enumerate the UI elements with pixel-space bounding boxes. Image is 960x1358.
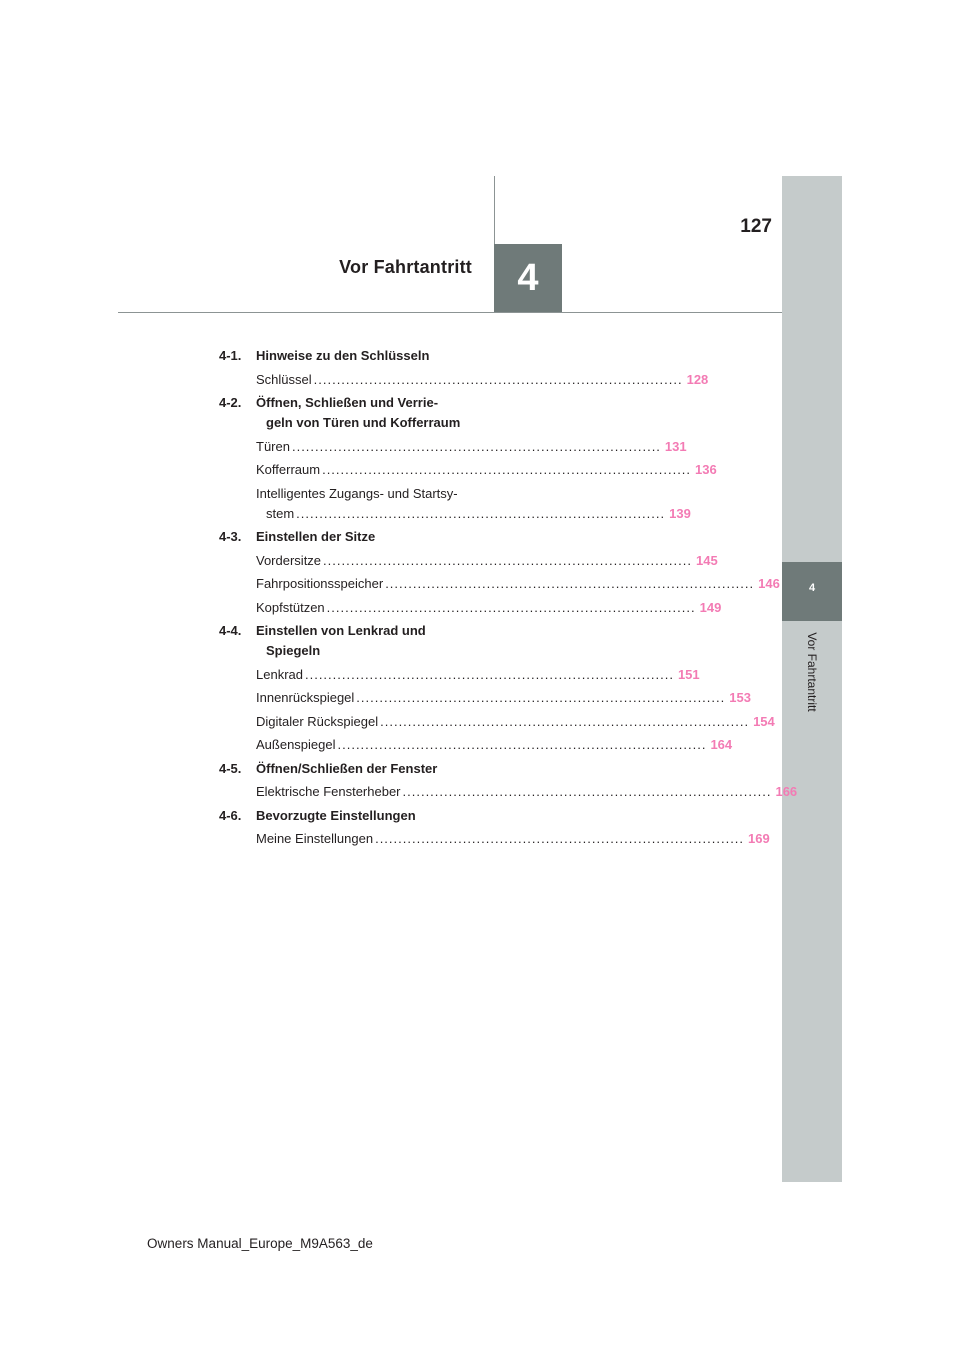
toc-section-heading[interactable] bbox=[219, 806, 479, 826]
toc-entry-page-link[interactable]: 131 bbox=[664, 438, 687, 454]
side-tab-number: 4 bbox=[808, 582, 816, 594]
side-tab-label: Vor Fahrtantritt bbox=[805, 632, 819, 712]
toc-section-title bbox=[256, 621, 479, 661]
toc-section bbox=[219, 346, 709, 390]
toc-section-number: 4-6. bbox=[219, 807, 242, 823]
toc-section-title bbox=[256, 806, 479, 826]
toc-section-title-line: Öffnen, Schließen und Verrie- bbox=[256, 395, 439, 410]
toc-section-heading[interactable] bbox=[219, 346, 479, 366]
toc-section-title-line: Öffnen/Schließen der Fenster bbox=[256, 760, 438, 776]
header-divider-horizontal bbox=[118, 312, 782, 313]
toc-entry[interactable] bbox=[219, 829, 770, 849]
toc-entry[interactable] bbox=[219, 460, 717, 480]
header-divider-vertical bbox=[494, 176, 495, 244]
page-footer: Owners Manual_Europe_M9A563_de bbox=[147, 1236, 373, 1251]
toc-entry-leader-dots: ................................................................................ bbox=[304, 666, 674, 682]
toc-entry-label: Fahrpositionsspeicher bbox=[256, 576, 384, 591]
toc-entry[interactable] bbox=[219, 782, 798, 802]
toc-entry-leader-dots: ................................................................................ bbox=[380, 713, 750, 729]
toc-section-title-continuation: geln von Türen und Kofferraum bbox=[266, 415, 461, 430]
toc-entry-leader-dots: ................................................................................ bbox=[356, 690, 726, 705]
toc-entry-leader-dots: ................................................................................ bbox=[337, 737, 707, 752]
toc-section bbox=[219, 621, 775, 755]
toc-entry-page-link[interactable]: 169 bbox=[748, 831, 770, 846]
toc-entry-label: Vordersitze bbox=[256, 552, 322, 568]
toc-entry-page-link[interactable]: 145 bbox=[696, 552, 718, 568]
toc-section-title-line: Hinweise zu den Schlüsseln bbox=[256, 348, 430, 363]
toc-entry-label: Kofferraum bbox=[256, 462, 321, 477]
toc-section-heading[interactable] bbox=[219, 621, 479, 661]
chapter-number-box: 4 bbox=[494, 244, 562, 312]
toc-entry[interactable] bbox=[219, 735, 733, 755]
toc-entry-page-link[interactable]: 153 bbox=[729, 690, 751, 705]
toc-entry-page-link[interactable]: 166 bbox=[775, 784, 798, 799]
toc-entry-label: Digitaler Rückspiegel bbox=[256, 713, 379, 729]
toc-section-number: 4-1. bbox=[219, 348, 242, 363]
toc-section-title bbox=[256, 346, 479, 366]
toc-entry-leader-dots: ................................................................................ bbox=[375, 831, 745, 846]
page-number: 127 bbox=[740, 216, 772, 237]
toc-entry-leader-dots: ................................................................................ bbox=[326, 599, 696, 615]
toc-entry-label: Meine Einstellungen bbox=[256, 831, 374, 846]
toc-entry[interactable] bbox=[219, 574, 780, 594]
toc-section bbox=[219, 393, 717, 524]
toc-entry-label: Lenkrad bbox=[256, 666, 303, 682]
toc-entry-label: Intelligentes Zugangs- und Startsy- bbox=[256, 485, 458, 501]
toc-entry[interactable] bbox=[219, 598, 722, 618]
toc-section-heading[interactable] bbox=[219, 393, 479, 433]
toc-entry-page-link[interactable]: 151 bbox=[677, 666, 700, 682]
toc-entry-leader-dots: ................................................................................ bbox=[323, 552, 692, 568]
toc-section-title bbox=[256, 759, 479, 779]
toc-section-title bbox=[256, 393, 479, 433]
toc-entry-leader-dots: ................................................................................ bbox=[322, 462, 692, 477]
toc-entry-label: Türen bbox=[256, 438, 290, 454]
toc-entry-page-link[interactable]: 139 bbox=[669, 505, 691, 521]
toc-entry-page-link[interactable]: 149 bbox=[699, 599, 722, 615]
toc-entry-leader-dots: ................................................................................ bbox=[291, 438, 661, 454]
toc-section-number: 4-5. bbox=[219, 760, 242, 776]
toc-entry-page-link[interactable]: 136 bbox=[695, 462, 717, 477]
toc-entry-leader-dots: ................................................................................ bbox=[402, 784, 772, 799]
toc-section bbox=[219, 759, 798, 803]
toc-section-number: 4-3. bbox=[219, 529, 242, 544]
toc-entry[interactable] bbox=[219, 551, 718, 571]
toc-section-number: 4-2. bbox=[219, 395, 242, 410]
table-of-contents bbox=[219, 346, 798, 849]
toc-entry-label: Schlüssel bbox=[256, 371, 312, 387]
toc-entry-label: Kopfstützen bbox=[256, 599, 325, 615]
toc-section-heading[interactable] bbox=[219, 759, 479, 779]
toc-entry-label: Außenspiegel bbox=[256, 737, 336, 752]
toc-entry-page-link[interactable]: 146 bbox=[758, 576, 780, 591]
toc-entry[interactable] bbox=[219, 712, 775, 732]
chapter-title: Vor Fahrtantritt bbox=[339, 257, 472, 277]
toc-entry-leader-dots: ................................................................................ bbox=[313, 371, 683, 387]
toc-section bbox=[219, 527, 780, 618]
toc-entry-page-link[interactable]: 128 bbox=[686, 371, 709, 387]
toc-entry-leader-dots: ................................................................................ bbox=[296, 505, 666, 521]
toc-entry-label: Elektrische Fensterheber bbox=[256, 784, 401, 799]
toc-section-title-continuation: Spiegeln bbox=[266, 643, 321, 658]
toc-section-heading[interactable] bbox=[219, 527, 479, 547]
toc-section-title-line: Einstellen der Sitze bbox=[256, 529, 376, 544]
toc-entry[interactable] bbox=[219, 665, 700, 685]
toc-entry[interactable] bbox=[219, 484, 691, 524]
toc-entry-leader-dots: ................................................................................ bbox=[385, 576, 755, 591]
toc-section-number: 4-4. bbox=[219, 623, 242, 638]
toc-entry[interactable] bbox=[219, 437, 687, 457]
toc-section-title-line: Bevorzugte Einstellungen bbox=[256, 807, 416, 823]
toc-entry-label-continuation: stem bbox=[266, 505, 295, 521]
toc-section-title-line: Einstellen von Lenkrad und bbox=[256, 623, 426, 638]
toc-entry-page-link[interactable]: 164 bbox=[710, 737, 733, 752]
toc-entry-label: Innenrückspiegel bbox=[256, 690, 355, 705]
toc-entry[interactable] bbox=[219, 370, 709, 390]
toc-section bbox=[219, 806, 770, 850]
toc-section-title bbox=[256, 527, 479, 547]
toc-entry-page-link[interactable]: 154 bbox=[753, 713, 775, 729]
toc-entry[interactable] bbox=[219, 688, 751, 708]
